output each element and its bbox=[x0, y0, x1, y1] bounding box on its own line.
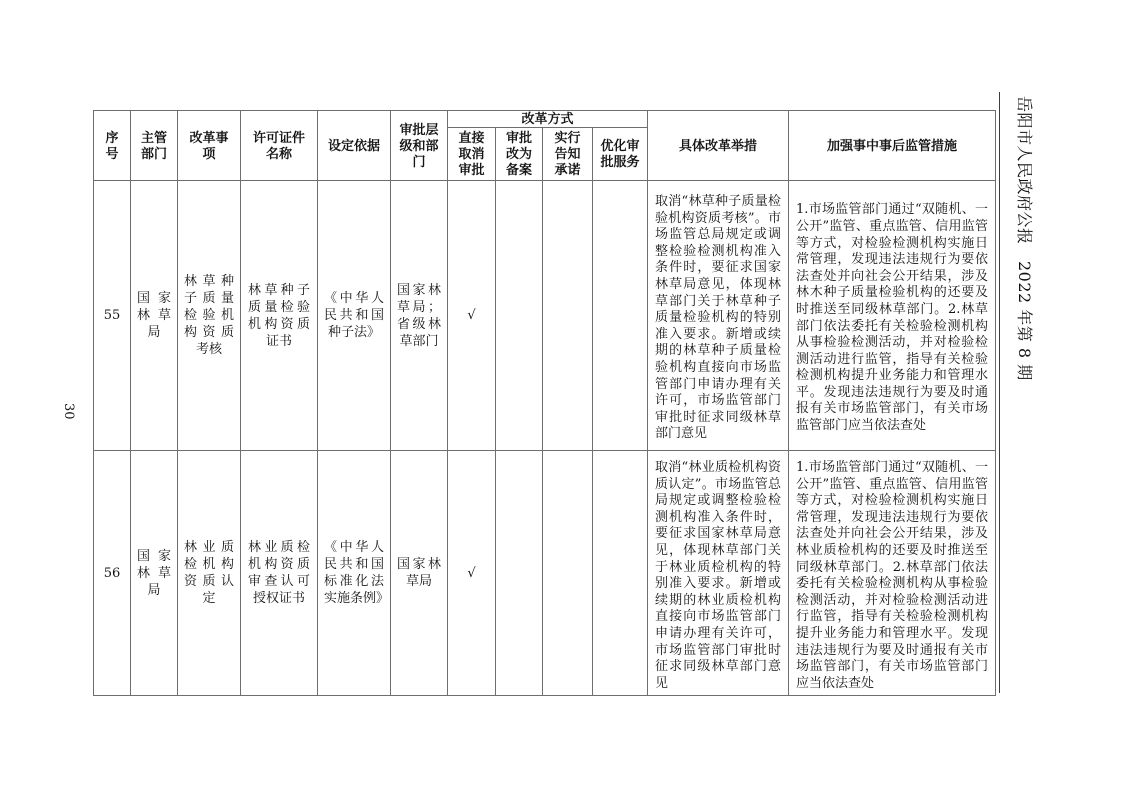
reform-items-table bbox=[93, 110, 996, 696]
col-header-supervision: 加强事中事后监管措施 bbox=[789, 111, 996, 181]
cell-dept: 国家林草局 bbox=[131, 451, 178, 696]
table-row-56 bbox=[94, 451, 996, 696]
cell-basis: 《中华人民共和国种子法》 bbox=[318, 181, 391, 451]
page-number-vertical: 30 bbox=[61, 403, 76, 420]
cell-basis: 《中华人民共和国标准化法实施条例》 bbox=[318, 451, 391, 696]
cell-seq: 55 bbox=[94, 181, 131, 451]
cell-mode-optimize bbox=[593, 181, 648, 451]
col-header-dept: 主管部门 bbox=[131, 111, 178, 181]
col-header-mode-filing: 审批改为备案 bbox=[496, 128, 543, 181]
cell-approval-level: 国家林草局 bbox=[391, 451, 448, 696]
cell-dept: 国家林草局 bbox=[131, 181, 178, 451]
cell-approval-level: 国家林草局；省级林草部门 bbox=[391, 181, 448, 451]
gazette-divider-rule bbox=[999, 92, 1000, 693]
cell-mode-commitment bbox=[543, 181, 593, 451]
table-row-55 bbox=[94, 181, 996, 451]
col-header-mode-commitment: 实行告知承诺 bbox=[543, 128, 593, 181]
cell-mode-filing bbox=[496, 181, 543, 451]
cell-license-name: 林业质检机构资质审查认可授权证书 bbox=[241, 451, 318, 696]
col-header-license-name: 许可证件名称 bbox=[241, 111, 318, 181]
header-row-top bbox=[94, 111, 996, 128]
cell-mode-optimize bbox=[593, 451, 648, 696]
col-header-mode-optimize: 优化审批服务 bbox=[593, 128, 648, 181]
cell-mode-cancel-checkmark: √ bbox=[448, 181, 496, 451]
cell-seq: 56 bbox=[94, 451, 131, 696]
cell-measures: 取消“林草种子质量检验机构资质考核”。市场监管总局规定或调整检验检测机构准入条件时，要征求国家林草局意见，体现林草部门关于林草种子质量检验机构的特别准入要求。新增或续期的林草种子质量检验机构直接向市场监管部门申请办理有关许可，市场监管部门审批时征求同级林草部门意见 bbox=[648, 181, 789, 451]
col-header-reform-item: 改革事项 bbox=[178, 111, 241, 181]
cell-supervision: 1.市场监管部门通过“双随机、一公开”监管、重点监管、信用监管等方式，对检验检测机构实施日常管理，发现违法违规行为要依法查处并向社会公开结果，涉及林木种子质量检验机构的还要及时推送至同级林草部门。2.林草部门依法委托有关检验检测机构从事检验检测活动，并对检验检测活动进行监管，指导有关检验检测机构提升业务能力和管理水平。发现违法违规行为要及时通报有关市场监管部门，有关市场监管部门应当依法查处 bbox=[789, 181, 996, 451]
cell-reform-item: 林草种子质量检验机构资质考核 bbox=[178, 181, 241, 451]
col-header-measures: 具体改革举措 bbox=[648, 111, 789, 181]
gazette-title-vertical: 岳阳市人民政府公报 2022 年第 8 期 bbox=[1015, 96, 1034, 381]
cell-mode-commitment bbox=[543, 451, 593, 696]
cell-mode-filing bbox=[496, 451, 543, 696]
col-header-reform-mode-group: 改革方式 bbox=[448, 111, 648, 128]
col-header-approval-level: 审批层级和部门 bbox=[391, 111, 448, 181]
cell-mode-cancel-checkmark: √ bbox=[448, 451, 496, 696]
cell-license-name: 林草种子质量检验机构资质证书 bbox=[241, 181, 318, 451]
col-header-seq: 序号 bbox=[94, 111, 131, 181]
cell-supervision: 1.市场监管部门通过“双随机、一公开”监管、重点监管、信用监管等方式，对检验检测机构实施日常管理，发现违法违规行为要依法查处并向社会公开结果，涉及林业质检机构的还要及时推送至同级林草部门。2.林草部门依法委托有关检验检测机构从事检验检测活动，并对检验检测活动进行监管，指导有关检验检测机构提升业务能力和管理水平。发现违法违规行为要及时通报有关市场监管部门，有关市场监管部门应当依法查处 bbox=[789, 451, 996, 696]
cell-measures: 取消“林业质检机构资质认定”。市场监管总局规定或调整检验检测机构准入条件时，要征求国家林草局意见，体现林草部门关于林业质检机构的特别准入要求。新增或续期的林业质检机构直接向市场监管部门申请办理有关许可，市场监管部门审批时征求同级林草部门意见 bbox=[648, 451, 789, 696]
col-header-mode-cancel: 直接取消审批 bbox=[448, 128, 496, 181]
col-header-basis: 设定依据 bbox=[318, 111, 391, 181]
cell-reform-item: 林业质检机构资质认定 bbox=[178, 451, 241, 696]
